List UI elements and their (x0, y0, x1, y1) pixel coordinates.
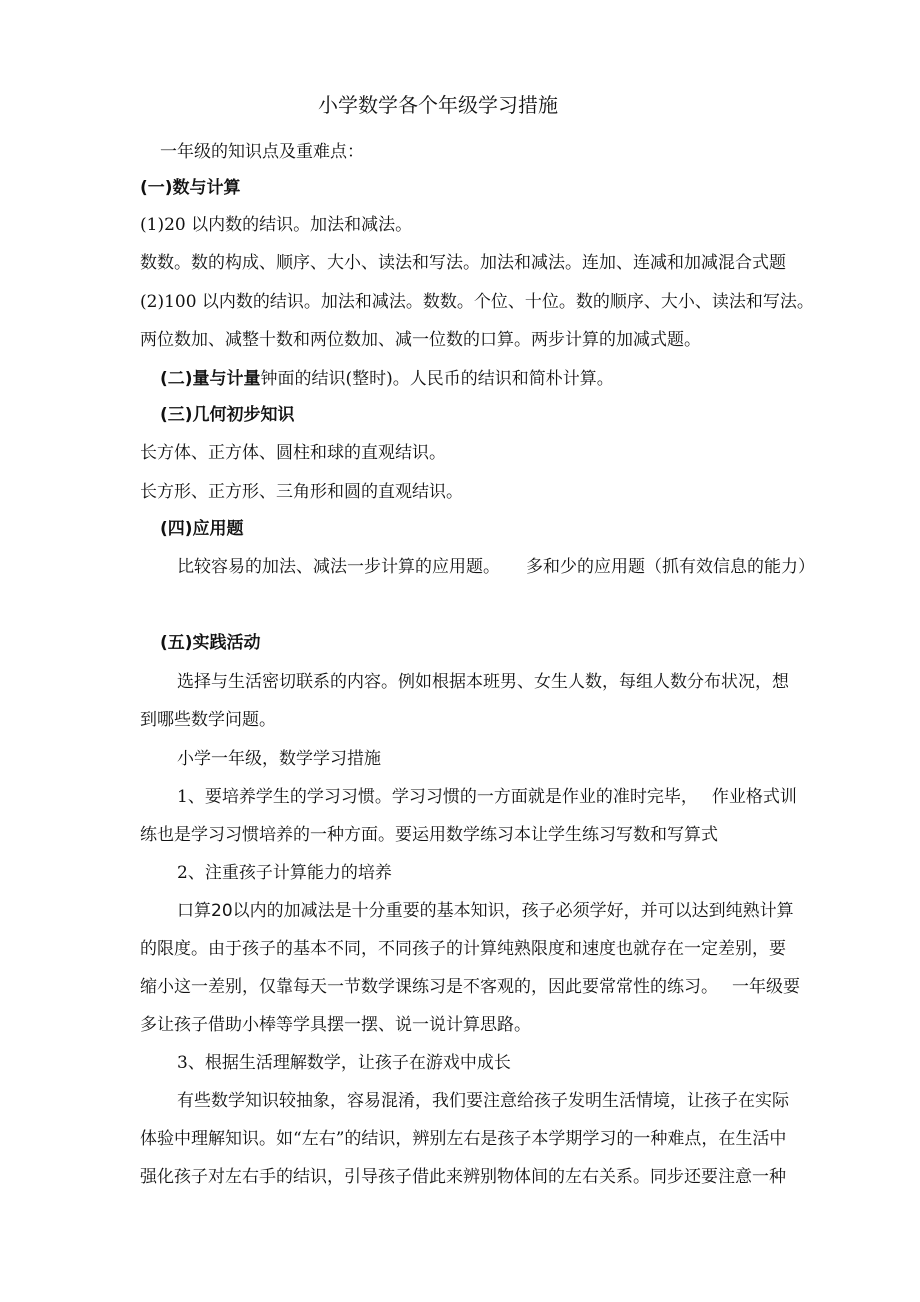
section-4-paragraph (177, 555, 815, 579)
section-4-text-b: 多和少的应用题（抓有效信息的能力） (526, 557, 815, 577)
section-3-paragraph-2: 长方形、正方形、三角形和圆的直观结识。 (140, 482, 463, 502)
measure-2-text-a: 口算 (177, 901, 211, 921)
measures-heading: 小学一年级，数学学习措施 (177, 749, 381, 769)
measure-2-line-2: 的限度。由于孩子的基本不同，不同孩子的计算纯熟限度和速度也就存在一定差别，要 (140, 939, 786, 959)
intro-line: 一年级的知识点及重难点： (160, 142, 364, 162)
section-5-paragraph-2: 到哪些数学问题。 (140, 710, 276, 730)
section-1-paragraph-1: 数数。数的构成、顺序、大小、读法和写法。加法和减法。连加、连减和加减混合式题 (140, 253, 786, 273)
measure-3-line-3: 强化孩子对左右手的结识，引导孩子借此来辨别物体间的左右关系。同步还要注意一种 (140, 1167, 786, 1187)
section-2-line (160, 367, 614, 391)
section-5-paragraph-1: 选择与生活密切联系的内容。例如根据本班男、女生人数，每组人数分布状况，想 (177, 672, 789, 692)
measure-2-line-3 (140, 975, 800, 999)
measure-3-heading: 3、根据生活理解数学，让孩子在游戏中成长 (177, 1053, 511, 1073)
measure-1-text-a: 1、要培养学生的学习习惯。学习习惯的一方面就是作业的准时完毕， (177, 787, 698, 807)
measure-2-number: 20 (211, 901, 233, 921)
section-4-text-a: 比较容易的加法、减法一步计算的应用题。 (177, 557, 500, 577)
section-4-heading: (四)应用题 (160, 519, 244, 539)
section-5-heading: (五)实践活动 (160, 633, 261, 653)
measure-3-line-2: 体验中理解知识。如“左右”的结识，辨别左右是孩子本学期学习的一种难点，在生活中 (140, 1129, 787, 1149)
measure-2-text-d: 一年级要 (732, 977, 800, 997)
measure-1-line-2: 练也是学习习惯培养的一种方面。要运用数学练习本让学生练习写数和写算式 (140, 825, 718, 845)
measure-3-line-1: 有些数学知识较抽象，容易混淆，我们要注意给孩子发明生活情境，让孩子在实际 (177, 1091, 789, 1111)
section-1-item-2: (2)100 以内数的结识。加法和减法。数数。个位、十位。数的顺序、大小、读法和写法。 (140, 292, 814, 312)
section-1-heading: (一)数与计算 (140, 178, 241, 198)
section-1-item-1: (1)20 以内数的结识。加法和减法。 (140, 215, 413, 235)
measure-1-text-b: 作业格式训 (711, 787, 797, 807)
measure-2-text-b: 以内的加减法是十分重要的基本知识，孩子必须学好，并可以达到纯熟计算 (232, 901, 794, 921)
measure-2-text-c: 缩小这一差别，仅靠每天一节数学课练习是不客观的，因此要常常性的练习。 (140, 977, 718, 997)
section-2-text: 钟面的结识(整时)。人民币的结识和简朴计算。 (260, 369, 614, 389)
measure-2-heading: 2、注重孩子计算能力的培养 (177, 863, 392, 883)
section-3-heading: (三)几何初步知识 (160, 405, 295, 425)
section-1-paragraph-2: 两位数加、减整十数和两位数加、减一位数的口算。两步计算的加减式题。 (140, 330, 701, 350)
section-2-heading: (二)量与计量 (160, 369, 261, 389)
measure-2-line-1 (177, 899, 794, 923)
document-title: 小学数学各个年级学习措施 (318, 93, 558, 117)
measure-2-line-4: 多让孩子借助小棒等学具摆一摆、说一说计算思路。 (140, 1015, 531, 1035)
section-3-paragraph-1: 长方体、正方体、圆柱和球的直观结识。 (140, 443, 446, 463)
measure-1-line-1 (177, 785, 797, 809)
